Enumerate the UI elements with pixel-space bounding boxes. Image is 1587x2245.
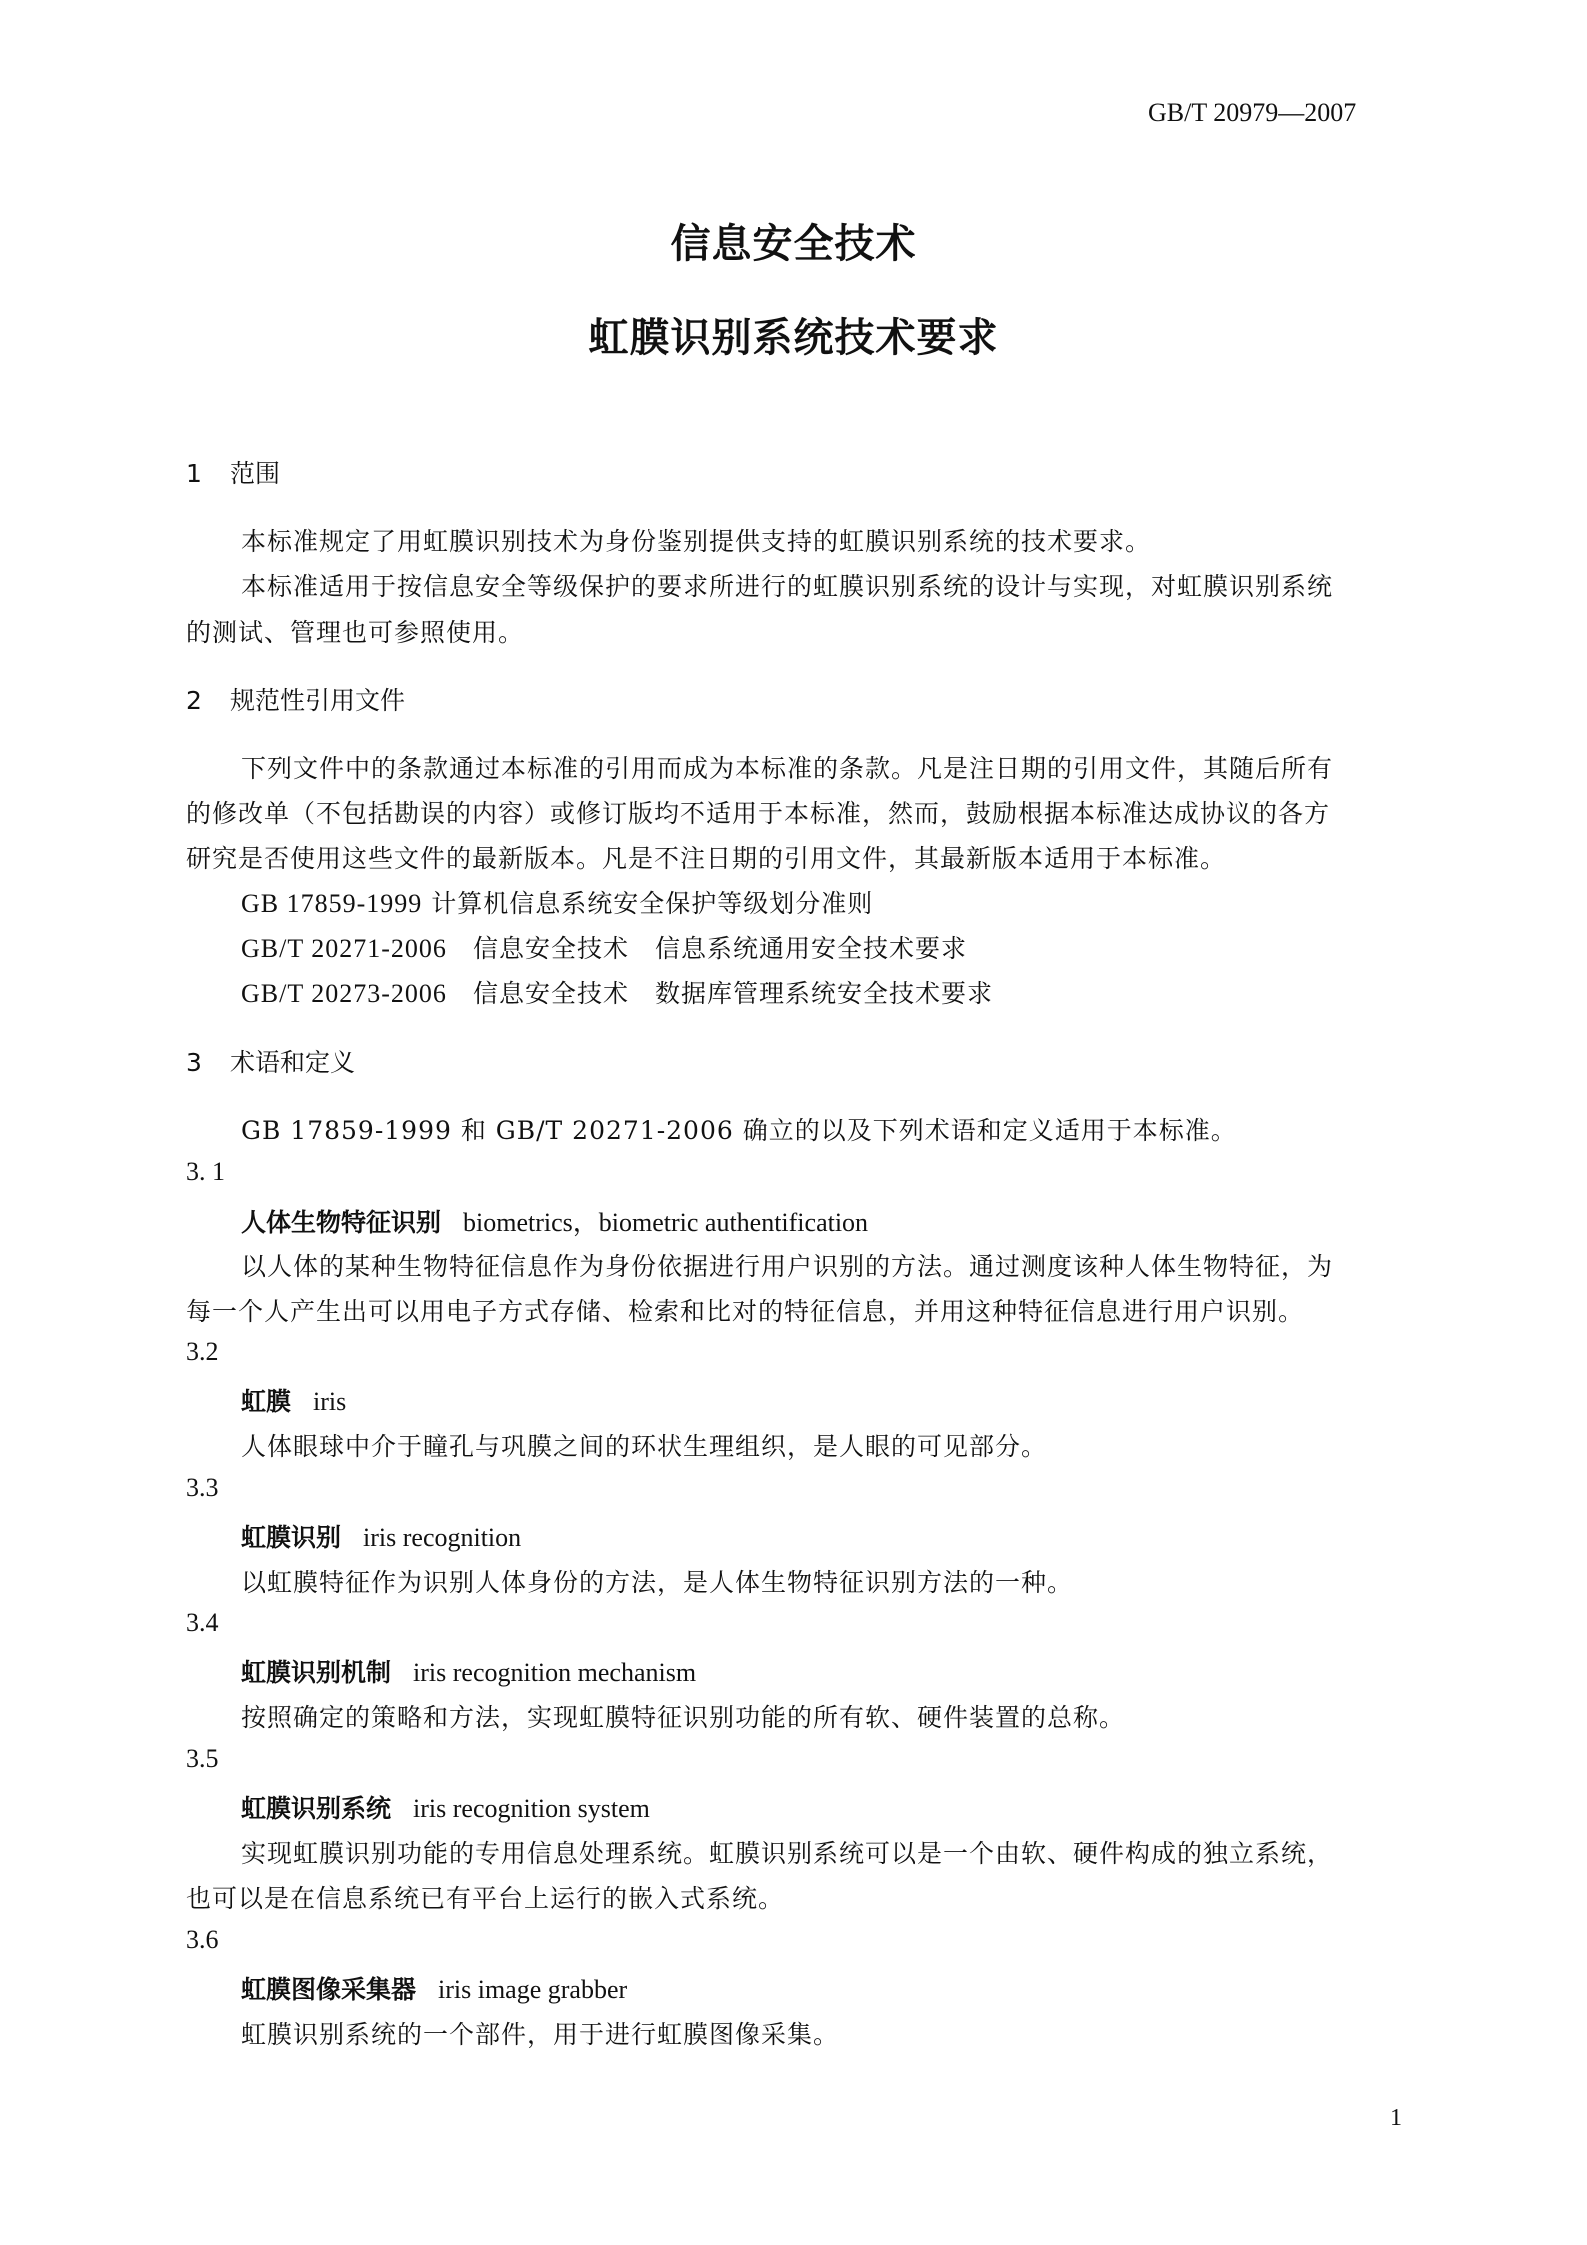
term-definition: 也可以是在信息系统已有平台上运行的嵌入式系统。 (186, 1884, 785, 1913)
section-title: 术语和定义 (230, 1048, 356, 1077)
term-entry (241, 1653, 696, 1689)
term-entry (241, 1789, 650, 1825)
term-entry (241, 1970, 627, 2006)
reference-code: GB/T 20273-2006 (241, 979, 447, 1008)
reference-title: 信息安全技术 信息系统通用安全技术要求 (472, 934, 967, 963)
section-number: 2 (186, 686, 202, 715)
term-english: iris recognition system (413, 1794, 650, 1823)
section-number: 3 (186, 1048, 202, 1077)
reference-item (241, 884, 873, 920)
reference-code: GB/T 20271-2006 (241, 934, 447, 963)
section-1-heading (186, 454, 280, 490)
term-chinese: 虹膜 (241, 1387, 292, 1416)
term-definition: 虹膜识别系统的一个部件，用于进行虹膜图像采集。 (241, 2020, 840, 2049)
term-definition: 实现虹膜识别功能的专用信息处理系统。虹膜识别系统可以是一个由软、硬件构成的独立系统， (241, 1839, 1334, 1868)
term-english: iris recognition mechanism (413, 1658, 697, 1687)
term-entry (241, 1518, 521, 1554)
term-number: 3. 1 (186, 1157, 225, 1186)
reference-item (241, 929, 967, 965)
document-title-line2: 虹膜识别系统技术要求 (588, 315, 999, 361)
term-chinese: 人体生物特征识别 (241, 1208, 442, 1237)
term-number: 3.6 (186, 1925, 219, 1954)
term-number: 3.2 (186, 1337, 219, 1366)
term-definition: 以虹膜特征作为识别人体身份的方法，是人体生物特征识别方法的一种。 (241, 1568, 1074, 1597)
section-3-heading (186, 1043, 355, 1079)
paragraph: 本标准适用于按信息安全等级保护的要求所进行的虹膜识别系统的设计与实现，对虹膜识别系统 (241, 572, 1334, 601)
paragraph: 研究是否使用这些文件的最新版本。凡是不注日期的引用文件，其最新版本适用于本标准。 (186, 844, 1227, 873)
reference-item (241, 974, 993, 1010)
reference-title: 计算机信息系统安全保护等级划分准则 (431, 889, 874, 918)
term-english: biometrics，biometric authentification (463, 1208, 869, 1237)
term-number: 3.5 (186, 1744, 219, 1773)
paragraph: 下列文件中的条款通过本标准的引用而成为本标准的条款。凡是注日期的引用文件，其随后所有 (241, 754, 1334, 783)
page-number: 1 (1390, 2105, 1402, 2131)
document-title-line1: 信息安全技术 (670, 221, 917, 267)
paragraph: 的修改单（不包括勘误的内容）或修订版均不适用于本标准，然而，鼓励根据本标准达成协议的各方 (186, 799, 1331, 828)
term-definition: 以人体的某种生物特征信息作为身份依据进行用户识别的方法。通过测度该种人体生物特征，为 (241, 1252, 1334, 1281)
paragraph: 本标准规定了用虹膜识别技术为身份鉴别提供支持的虹膜识别系统的技术要求。 (241, 527, 1152, 556)
term-entry (241, 1382, 346, 1418)
term-number: 3.3 (186, 1473, 219, 1502)
section-2-heading (186, 681, 405, 717)
term-definition: 人体眼球中介于瞳孔与巩膜之间的环状生理组织，是人眼的可见部分。 (241, 1432, 1048, 1461)
term-english: iris image grabber (438, 1975, 628, 2004)
term-english: iris (313, 1387, 347, 1416)
section-title: 范围 (230, 459, 281, 488)
term-definition: 每一个人产生出可以用电子方式存储、检索和比对的特征信息，并用这种特征信息进行用户识别。 (186, 1297, 1305, 1326)
term-chinese: 虹膜识别机制 (241, 1658, 392, 1687)
term-entry (241, 1202, 868, 1239)
reference-title: 信息安全技术 数据库管理系统安全技术要求 (472, 979, 993, 1008)
standard-code: GB/T 20979—2007 (1148, 98, 1357, 127)
paragraph: GB 17859-1999 和 GB/T 20271-2006 确立的以及下列术语和定义适用于本标准。 (241, 1116, 1237, 1145)
reference-code: GB 17859-1999 (241, 889, 423, 918)
term-chinese: 虹膜识别 (241, 1523, 342, 1552)
term-number: 3.4 (186, 1608, 219, 1637)
section-number: 1 (186, 459, 202, 488)
term-definition: 按照确定的策略和方法，实现虹膜特征识别功能的所有软、硬件装置的总称。 (241, 1703, 1126, 1732)
term-english: iris recognition (363, 1523, 522, 1552)
paragraph: 的测试、管理也可参照使用。 (186, 618, 525, 647)
section-title: 规范性引用文件 (230, 686, 406, 715)
term-chinese: 虹膜识别系统 (241, 1794, 392, 1823)
term-chinese: 虹膜图像采集器 (241, 1975, 417, 2004)
